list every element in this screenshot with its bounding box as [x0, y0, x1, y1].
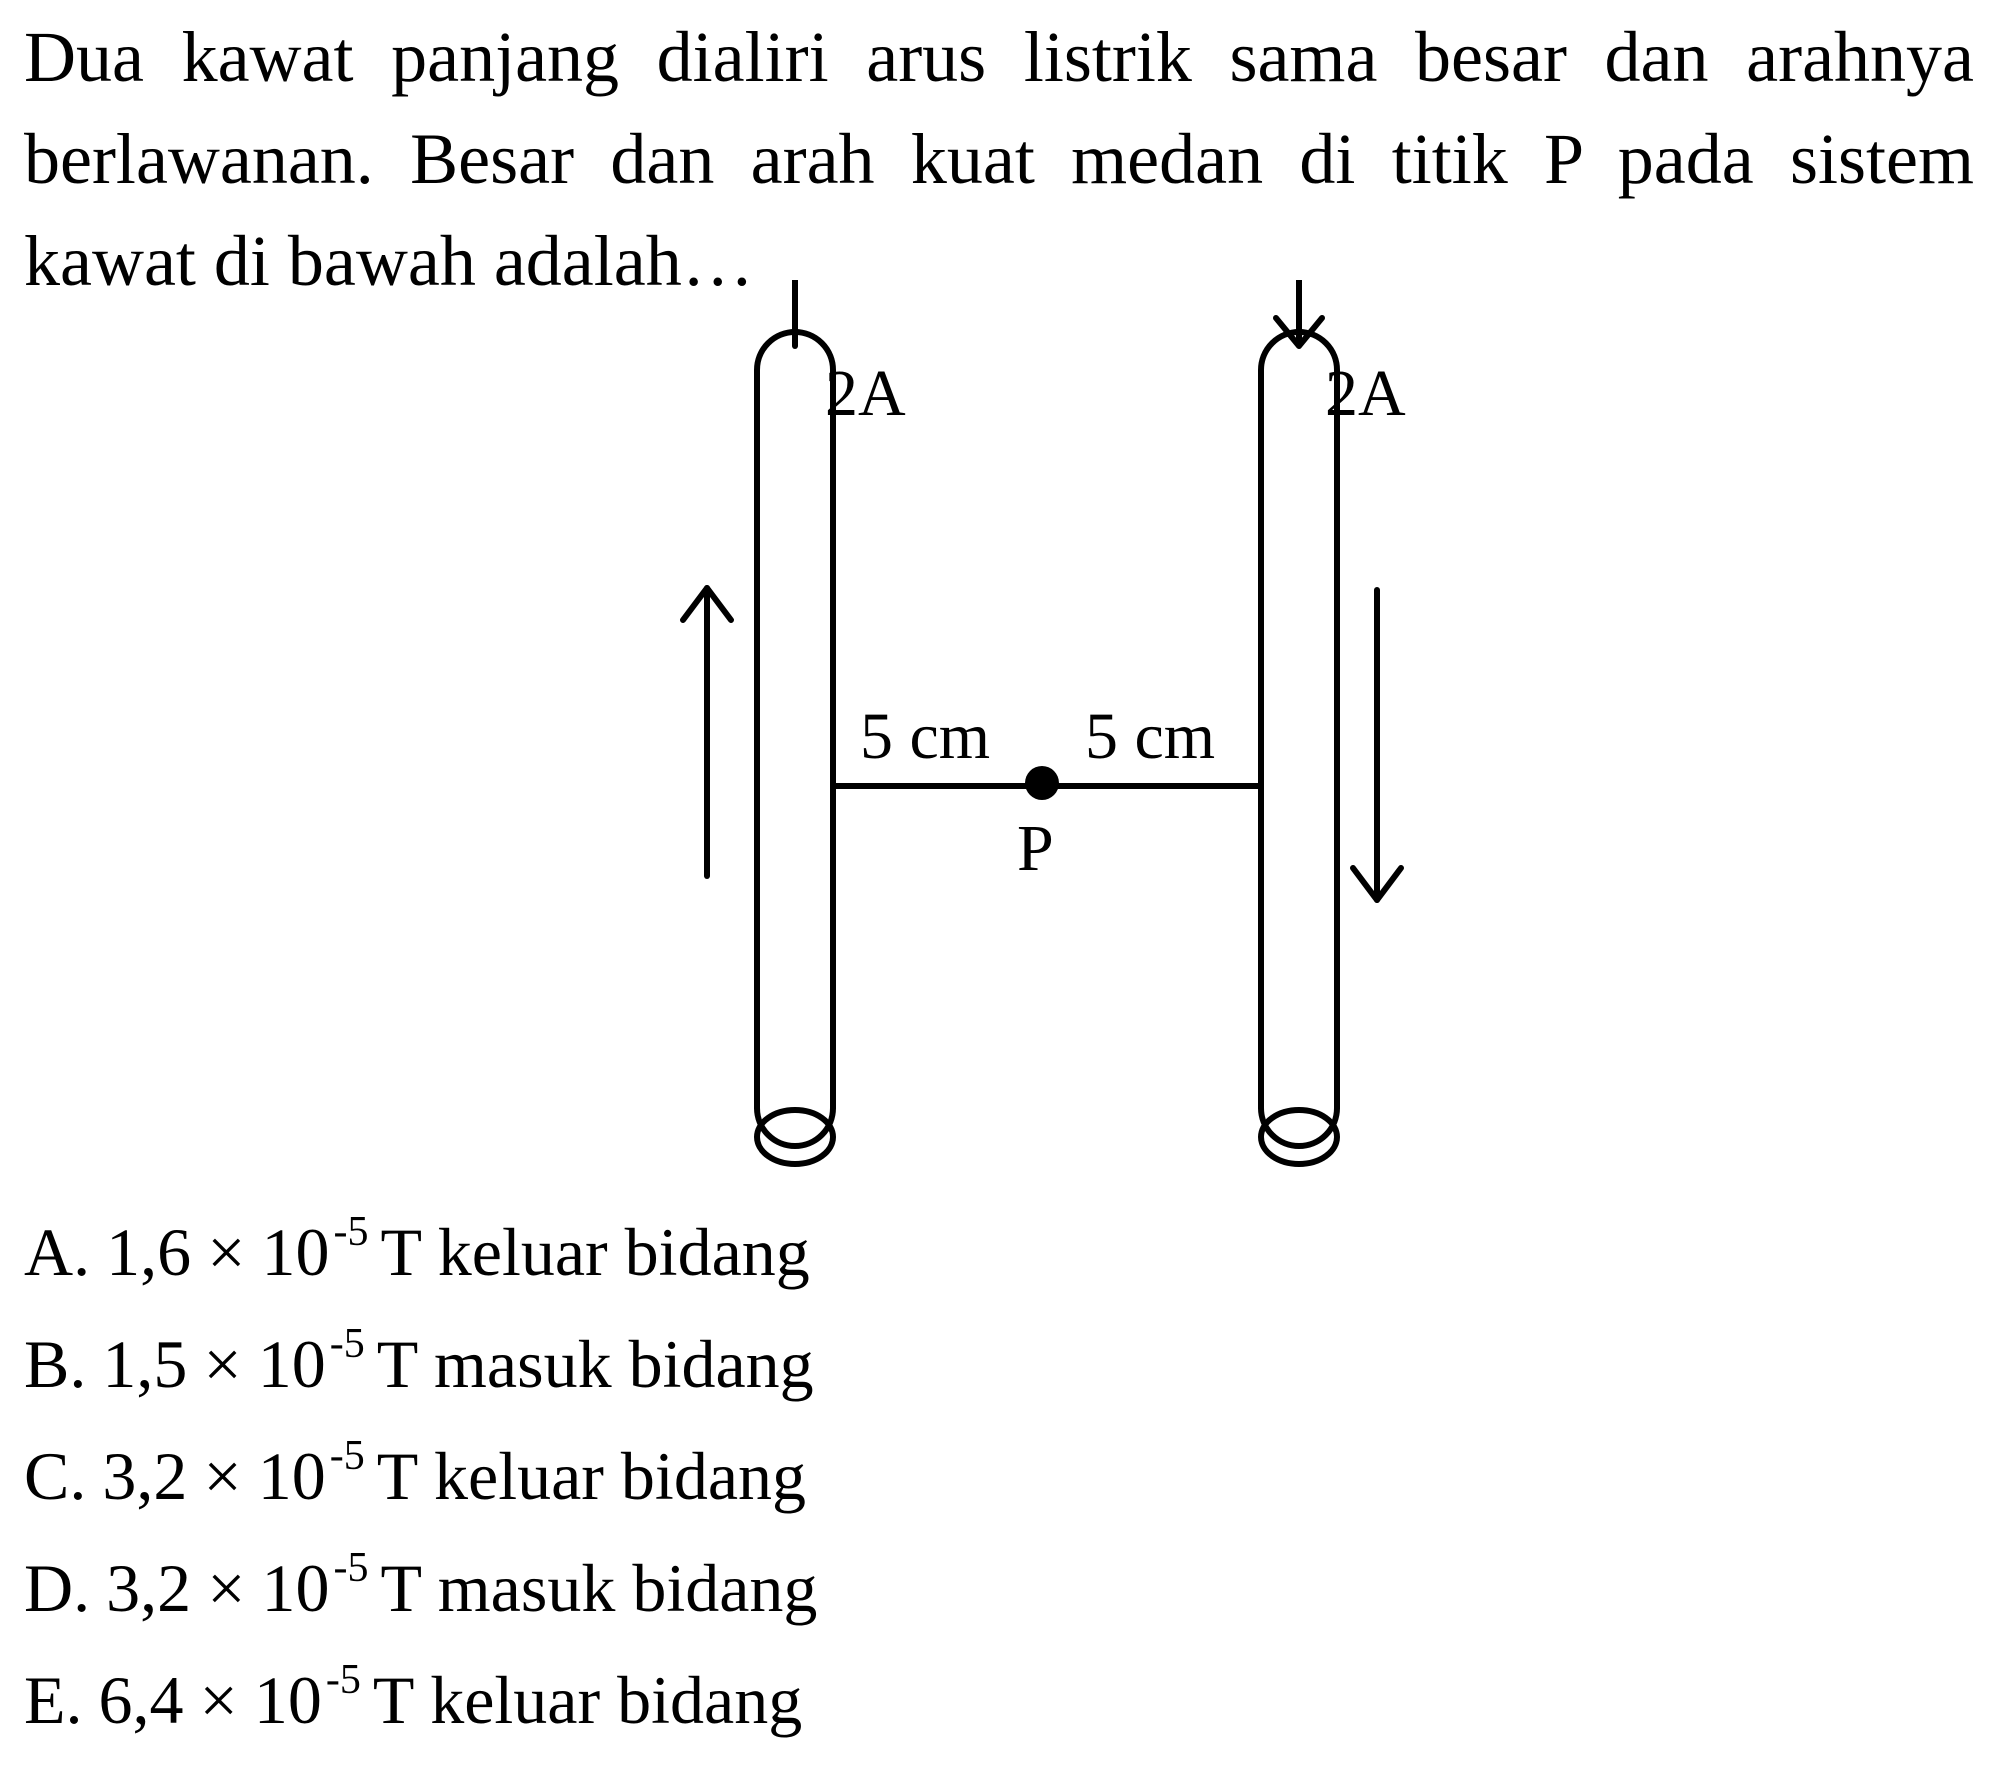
option-base: 10 — [261, 1214, 330, 1290]
left-current-label: 2A — [825, 357, 906, 430]
option-mantissa: 3,2 — [102, 1438, 188, 1514]
question-text: Dua kawat panjang dialiri arus listrik sama besar dan arahnya berlawanan. Besar dan arah kuat medan di titik P pada sistem kawat di bawah adalah… — [24, 17, 1974, 301]
option-letter: E. — [24, 1662, 83, 1738]
option-exponent: -5 — [333, 1209, 369, 1255]
answer-options — [24, 1196, 817, 1756]
right-wire-bottom-arc — [1261, 1108, 1337, 1146]
option-suffix: T keluar bidang — [380, 1214, 810, 1290]
option-c[interactable] — [24, 1420, 817, 1532]
right-wire — [1261, 332, 1337, 1108]
option-suffix: T masuk bidang — [376, 1326, 814, 1402]
wire-diagram — [0, 280, 1995, 1180]
option-letter: B. — [24, 1326, 87, 1402]
times-sign: × — [203, 1438, 242, 1514]
left-wire-bottom-arc — [757, 1108, 833, 1146]
option-suffix: T keluar bidang — [376, 1438, 807, 1514]
option-letter: A. — [24, 1214, 91, 1290]
option-suffix: T keluar bidang — [372, 1662, 803, 1738]
option-exponent: -5 — [329, 1321, 365, 1367]
times-sign: × — [207, 1214, 246, 1290]
point-p-dot — [1025, 766, 1059, 800]
option-base: 10 — [257, 1438, 326, 1514]
option-mantissa: 1,6 — [106, 1214, 192, 1290]
option-d[interactable] — [24, 1532, 817, 1644]
option-mantissa: 3,2 — [106, 1550, 192, 1626]
left-distance-label: 5 cm — [860, 700, 991, 773]
option-base: 10 — [261, 1550, 330, 1626]
option-a[interactable] — [24, 1196, 817, 1308]
left-wire — [757, 332, 833, 1108]
option-letter: C. — [24, 1438, 87, 1514]
option-exponent: -5 — [329, 1433, 365, 1479]
right-distance-label: 5 cm — [1085, 700, 1216, 773]
option-mantissa: 1,5 — [102, 1326, 188, 1402]
left-side-arrow-icon — [683, 588, 731, 876]
right-current-label: 2A — [1325, 357, 1406, 430]
times-sign: × — [199, 1662, 238, 1738]
right-side-arrow-icon — [1353, 590, 1401, 900]
option-letter: D. — [24, 1550, 91, 1626]
option-base: 10 — [257, 1326, 326, 1402]
option-exponent: -5 — [325, 1657, 361, 1703]
times-sign: × — [207, 1550, 246, 1626]
option-exponent: -5 — [333, 1545, 369, 1591]
option-e[interactable] — [24, 1644, 817, 1756]
point-p-label: P — [1017, 812, 1054, 885]
times-sign: × — [203, 1326, 242, 1402]
option-mantissa: 6,4 — [98, 1662, 184, 1738]
option-base: 10 — [253, 1662, 322, 1738]
option-b[interactable] — [24, 1308, 817, 1420]
option-suffix: T masuk bidang — [380, 1550, 818, 1626]
